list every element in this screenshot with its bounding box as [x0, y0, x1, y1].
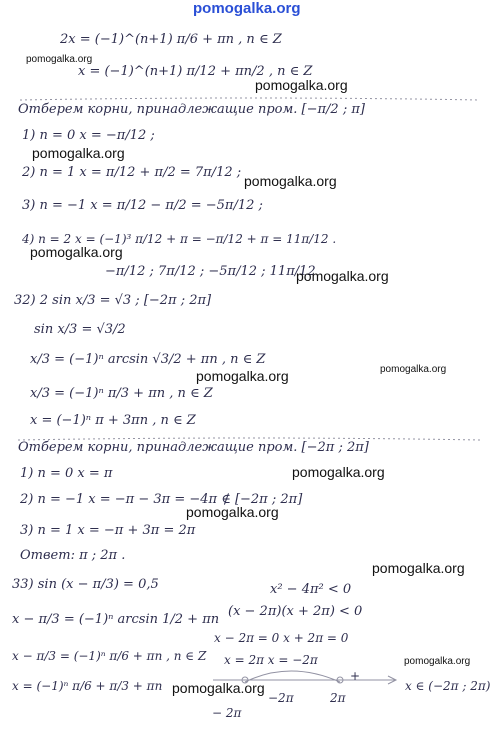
watermark: pomogalka.org — [372, 560, 465, 576]
solution-line: 3) n = −1 x = π/12 − π/2 = −5π/12 ; — [22, 198, 263, 213]
watermark: pomogalka.org — [196, 368, 289, 384]
solution-line: x = (−1)^(n+1) π/12 + πn/2 , n ∈ Z — [78, 64, 313, 79]
solution-line: x = (−1)ⁿ π/6 + π/3 + πn — [12, 679, 163, 693]
side-work-line: x = 2π x = −2π — [224, 653, 318, 667]
watermark: pomogalka.org — [244, 173, 337, 189]
number-line-label: + — [350, 669, 361, 683]
solution-line: Отберем корни, принадлежащие пром. [−2π ; 2π] — [18, 440, 369, 455]
solution-line: 33) sin (x − π/3) = 0,5 — [12, 577, 159, 592]
number-line-label: − 2π — [212, 706, 242, 720]
solution-line: 1) n = 0 x = −π/12 ; — [22, 128, 155, 143]
solution-line: x/3 = (−1)ⁿ arcsin √3/2 + πn , n ∈ Z — [30, 352, 266, 367]
solution-line: 3) n = 1 x = −π + 3π = 2π — [20, 523, 196, 538]
watermark: pomogalka.org — [296, 268, 389, 284]
side-work-line: (x − 2π)(x + 2π) < 0 — [228, 604, 363, 619]
solution-line: 1) n = 0 x = π — [20, 466, 113, 481]
watermark: pomogalka.org — [32, 145, 125, 161]
solution-line: 2) n = −1 x = −π − 3π = −4π ∉ [−2π ; 2π] — [20, 492, 303, 507]
watermark: pomogalka.org — [30, 244, 123, 260]
solution-line: 2x = (−1)^(n+1) π/6 + πn , n ∈ Z — [60, 32, 282, 47]
watermark: pomogalka.org — [172, 680, 265, 696]
watermark: pomogalka.org — [255, 77, 348, 93]
solution-line: x − π/3 = (−1)ⁿ arcsin 1/2 + πn — [12, 612, 220, 627]
watermark: pomogalka.org — [292, 464, 385, 480]
solution-line: Отберем корни, принадлежащие пром. [−π/2 ; π] — [18, 102, 365, 117]
number-line-label: 2π — [330, 691, 346, 705]
solution-line: 4) n = 2 x = (−1)³ π/12 + π = −π/12 + π = 11π/12 . — [22, 232, 337, 246]
solution-line: Ответ: π ; 2π . — [20, 548, 126, 563]
watermark: pomogalka.org — [186, 504, 279, 520]
number-line-label: −2π — [268, 691, 294, 705]
solution-line: −π/12 ; 7π/12 ; −5π/12 ; 11π/12 — [105, 264, 316, 279]
watermark: pomogalka.org — [26, 54, 93, 65]
side-work-line: x² − 4π² < 0 — [270, 582, 352, 597]
solution-line: x/3 = (−1)ⁿ π/3 + πn , n ∈ Z — [30, 386, 213, 401]
solution-line: sin x/3 = √3/2 — [34, 322, 126, 337]
solution-line: x − π/3 = (−1)ⁿ π/6 + πn , n ∈ Z — [12, 649, 207, 663]
side-work-line: x ∈ (−2π ; 2π) — [405, 679, 491, 693]
watermark: pomogalka.org — [404, 656, 471, 667]
watermark: pomogalka.org — [380, 364, 447, 375]
watermark-top: pomogalka.org — [193, 0, 301, 17]
solution-line: 32) 2 sin x/3 = √3 ; [−2π ; 2π] — [14, 293, 212, 308]
solution-line: x = (−1)ⁿ π + 3πn , n ∈ Z — [30, 413, 196, 428]
solution-line: 2) n = 1 x = π/12 + π/2 = 7π/12 ; — [22, 165, 242, 180]
side-work-line: x − 2π = 0 x + 2π = 0 — [214, 631, 349, 645]
